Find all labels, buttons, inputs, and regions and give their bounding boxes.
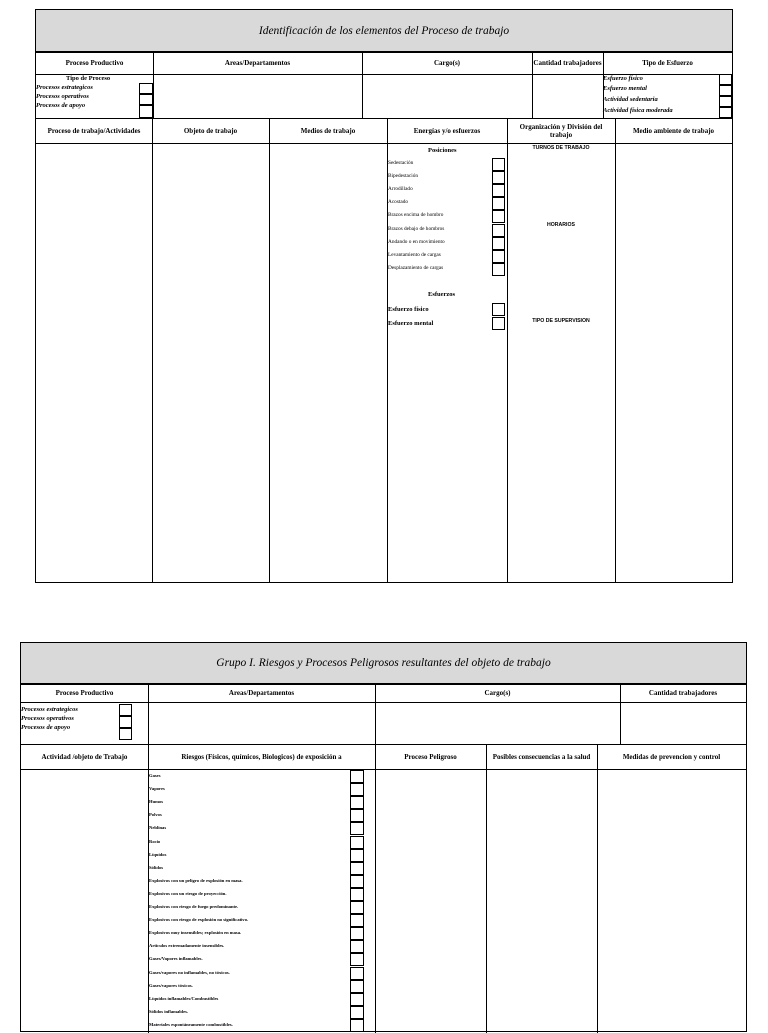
esfuerzo-item: Esfuerzo mental [603, 85, 647, 92]
checkbox-posicion[interactable] [492, 237, 505, 250]
col-medios-trabajo: Medios de trabajo [300, 126, 356, 135]
esfuerzo-item: Actividad física moderada [603, 107, 673, 114]
checkbox-esfuerzo-mental[interactable] [719, 85, 732, 96]
turnos-label: TURNOS DE TRABAJO [532, 145, 590, 151]
checkbox-riesgo[interactable] [350, 980, 364, 993]
checkbox-riesgo[interactable] [350, 796, 364, 809]
form-riesgos-grupo-i [20, 642, 747, 1032]
horarios-label: HORARIOS [547, 222, 575, 228]
riesgo-label: Materiales espontáneamente combustibles. [149, 1021, 233, 1027]
esfuerzo-item: Actividad sedentaria [603, 96, 658, 103]
checkbox-riesgo[interactable] [350, 993, 364, 1006]
checkbox-sedentaria[interactable] [719, 96, 732, 107]
checkbox-riesgo[interactable] [350, 953, 364, 966]
riesgo-label: Gases/vapores tóxicos. [149, 982, 193, 988]
col-objeto-trabajo: Objeto de trabajo [183, 126, 238, 135]
riesgo-label: Explosivos con un riesgo de proyección. [149, 890, 227, 896]
esfuerzo-mental-label: Esfuerzo mental [388, 320, 434, 327]
checkbox-riesgo[interactable] [350, 875, 364, 888]
posicion-label: Sedestación [388, 160, 414, 166]
form2-title: Grupo I. Riesgos y Procesos Peligrosos resultantes del objeto de trabajo [20, 642, 747, 684]
checkbox-riesgo[interactable] [350, 1006, 364, 1019]
posicion-label: Brazos debajo de hombros [388, 225, 445, 232]
tipo-proceso-title: Tipo de Proceso [66, 75, 111, 82]
checkbox-riesgo[interactable] [350, 927, 364, 940]
header-cargo: Cargo(s) [433, 59, 461, 67]
checkbox-posicion[interactable] [492, 171, 505, 184]
checkbox-estrategicos[interactable] [139, 83, 153, 94]
checkbox-apoyo[interactable] [119, 728, 132, 740]
riesgo-label: Explosivos muy insensibles; explosión en masa. [149, 930, 242, 936]
riesgo-label: Rocío [149, 838, 161, 844]
checkbox-riesgo[interactable] [350, 1019, 364, 1032]
col-medidas: Medidas de prevencion y control [622, 752, 721, 761]
esfuerzo-item: Esfuerzo físico [603, 75, 643, 82]
col-energias: Energías y/o esfuerzos [413, 126, 481, 135]
posicion-label: Acostado [388, 199, 409, 206]
esfuerzos-title: Esfuerzos [428, 291, 456, 298]
posicion-label: Desplazamiento de cargas [388, 264, 444, 271]
checkbox-riesgo[interactable] [350, 783, 364, 796]
header-cantidad: Cantidad trabajadores [648, 689, 718, 697]
riesgo-label: Gases/vapores no inflamables, no tóxicos. [149, 969, 230, 975]
checkbox-riesgo[interactable] [350, 967, 364, 980]
checkbox-posicion[interactable] [492, 197, 505, 210]
header-areas: Areas/Departamentos [224, 59, 291, 67]
posicion-label: Arrodillado [388, 186, 413, 193]
checkbox-riesgo[interactable] [350, 822, 364, 835]
col-actividad-objeto: Actividad /objeto de Trabajo [41, 752, 128, 761]
form-elementos-proceso [35, 9, 733, 583]
header-proceso-productivo: Proceso Productivo [65, 59, 124, 67]
col-riesgos: Riesgos (Físicos, químicos, Biologicos) de exposición a [181, 752, 342, 761]
riesgo-label: Vapores [149, 786, 165, 792]
riesgo-label: Sólidos [149, 864, 164, 870]
riesgo-label: Sólidos inflamables. [149, 1008, 189, 1014]
checkbox-riesgo[interactable] [350, 901, 364, 914]
riesgo-label: Neblinas [149, 825, 167, 831]
riesgo-label: Artículos extremadamente insensibles. [149, 943, 225, 949]
checkbox-riesgo[interactable] [350, 836, 364, 849]
riesgo-label: Líquidos [149, 851, 167, 857]
riesgo-label: Humos [149, 799, 164, 805]
checkbox-apoyo[interactable] [139, 105, 153, 118]
col-organizacion: Organización y División del trabajo [519, 122, 603, 139]
col-proceso-trabajo: Proceso de trabajo/Actividades [47, 126, 141, 135]
checkbox-fisica-moderada[interactable] [719, 107, 732, 118]
esfuerzo-fisico-label: Esfuerzo físico [388, 306, 429, 313]
col-medio-ambiente: Medio ambiente de trabajo [632, 126, 715, 135]
checkbox-riesgo[interactable] [350, 809, 364, 822]
checkbox-posicion[interactable] [492, 184, 505, 197]
proceso-item: Procesos estrategicos [21, 706, 78, 713]
checkbox-posicion[interactable] [492, 158, 505, 171]
posiciones-title: Posiciones [428, 147, 457, 154]
checkbox-posicion[interactable] [492, 263, 505, 276]
tipo-proceso-item: Procesos estrategicos [36, 84, 93, 91]
riesgo-label: Explosivos con un peligro de explosión en masa. [149, 877, 243, 883]
checkbox-posicion[interactable] [492, 210, 505, 223]
riesgo-label: Explosivos con riesgo de explosión no significativo. [149, 917, 249, 923]
header-cantidad: Cantidad trabajadores [533, 59, 602, 67]
header-tipo-esfuerzo: Tipo de Esfuerzo [642, 59, 693, 67]
tipo-proceso-item: Procesos de apoyo [36, 102, 86, 109]
form1-title: Identificación de los elementos del Proceso de trabajo [35, 9, 733, 52]
riesgo-label: Líquidos inflamables/Combustibles [149, 995, 219, 1001]
riesgo-label: Explosivos con riesgo de fuego predominante. [149, 904, 239, 909]
riesgo-label: Gases/Vapores inflamables. [149, 956, 203, 962]
checkbox-posicion[interactable] [492, 224, 505, 237]
header-cargo: Cargo(s) [484, 689, 511, 697]
header-proceso-productivo: Proceso Productivo [55, 689, 114, 697]
supervision-label: TIPO DE SUPERVISION [532, 318, 590, 324]
riesgo-label: Polvos [149, 812, 162, 818]
posicion-label: Andando o en movimiento [388, 238, 445, 245]
checkbox-esfuerzos-fisico[interactable] [492, 303, 505, 316]
checkbox-posicion[interactable] [492, 250, 505, 263]
posicion-label: Brazos encima de hombro [388, 212, 444, 219]
checkbox-riesgo[interactable] [350, 862, 364, 875]
col-consecuencias: Posibles consecuencias a la salud [492, 752, 591, 761]
checkbox-esfuerzos-mental[interactable] [492, 317, 505, 330]
checkbox-operativos[interactable] [139, 94, 153, 105]
proceso-item: Procesos operativos [21, 715, 74, 722]
checkbox-estrategicos[interactable] [119, 704, 132, 716]
checkbox-riesgo[interactable] [350, 770, 364, 783]
checkbox-riesgo[interactable] [350, 914, 364, 927]
checkbox-operativos[interactable] [119, 716, 132, 728]
checkbox-riesgo[interactable] [350, 940, 364, 953]
checkbox-riesgo[interactable] [350, 888, 364, 901]
checkbox-riesgo[interactable] [350, 849, 364, 862]
posicion-label: Levantamiento de cargas [388, 251, 441, 258]
tipo-proceso-item: Procesos operativos [36, 93, 89, 100]
posicion-label: Bipedestación [388, 173, 419, 180]
proceso-item: Procesos de apoyo [21, 724, 71, 731]
header-areas: Areas/Departamentos [228, 689, 295, 697]
riesgo-label: Gases [149, 773, 161, 778]
col-proceso-peligroso: Proceso Peligroso [404, 752, 457, 761]
checkbox-esfuerzo-fisico[interactable] [719, 74, 732, 85]
